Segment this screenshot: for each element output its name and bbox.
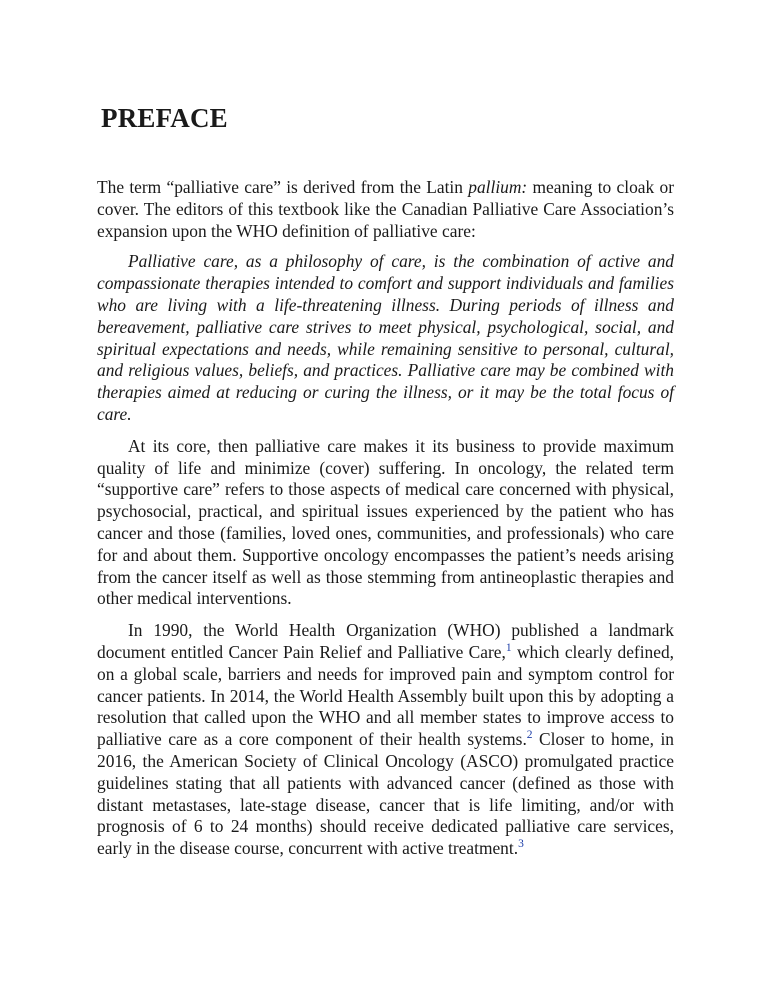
- definition-quote: Palliative care, as a philosophy of care, is the combination of active and compassionate therapies intended to comfort and support individuals and families who are living with a life-threatening illness. During periods of illness and bereavement, palliative care strives to meet physical, psychological, social, and spiritual expectations and needs, while remaining sensitive to personal, cultural, and religious values, beliefs, and practices. Palliative care may be combined with therapies aimed at reducing or curing the illness, or it may be the total focus of care.: [97, 251, 674, 424]
- history-text-1: In 1990, the World Health Organization (WHO) published a landmark document entitled Cancer Pain Relief and Palliative Care,: [97, 620, 674, 662]
- intro-text-1: The term “palliative care” is derived from the Latin: [97, 177, 469, 197]
- latin-term: pallium:: [468, 177, 528, 197]
- body-text: [97, 177, 674, 860]
- page-title: PREFACE: [101, 103, 228, 133]
- intro-text-2: meaning to cloak or cover. The editors of this textbook like the Canadian Palliative Care Association’s expansion upon the WHO definition of palliative care:: [97, 177, 674, 241]
- core-paragraph: At its core, then palliative care makes it its business to provide maximum quality of life and minimize (cover) suffering. In oncology, the related term “supportive care” refers to those aspects of medical care concerned with physical, psychosocial, practical, and spiritual issues experienced by the patient who has cancer and those (families, loved ones, communities, and professionals) who care for and about them. Supportive oncology encompasses the patient’s needs arising from the cancer itself as well as those stemming from antineoplastic therapies and other medical interventions.: [97, 435, 674, 609]
- footnote-ref-3[interactable]: 3: [518, 838, 524, 851]
- history-paragraph: [97, 620, 674, 860]
- footnote-ref-2[interactable]: 2: [526, 729, 533, 742]
- footnote-ref-1[interactable]: 1: [505, 642, 512, 655]
- history-text-2: which clearly defined, on a global scale, barriers and needs for improved pain and symptom control for cancer patients. In 2014, the World Health Assembly built upon this by adopting a resolution that called upon the WHO and all member states to improve access to palliative care as a core component of their health systems.: [97, 641, 675, 750]
- history-text-3: Closer to home, in 2016, the American Society of Clinical Oncology (ASCO) promulgated practice guidelines stating that all patients with advanced cancer (defined as those with distant metastases, late-stage disease, cancer that is life limiting, and/or with prognosis of 6 to 24 months) should receive dedicated palliative care services, early in the disease course, concurrent with active treatment.: [97, 729, 674, 859]
- intro-paragraph: [97, 177, 674, 242]
